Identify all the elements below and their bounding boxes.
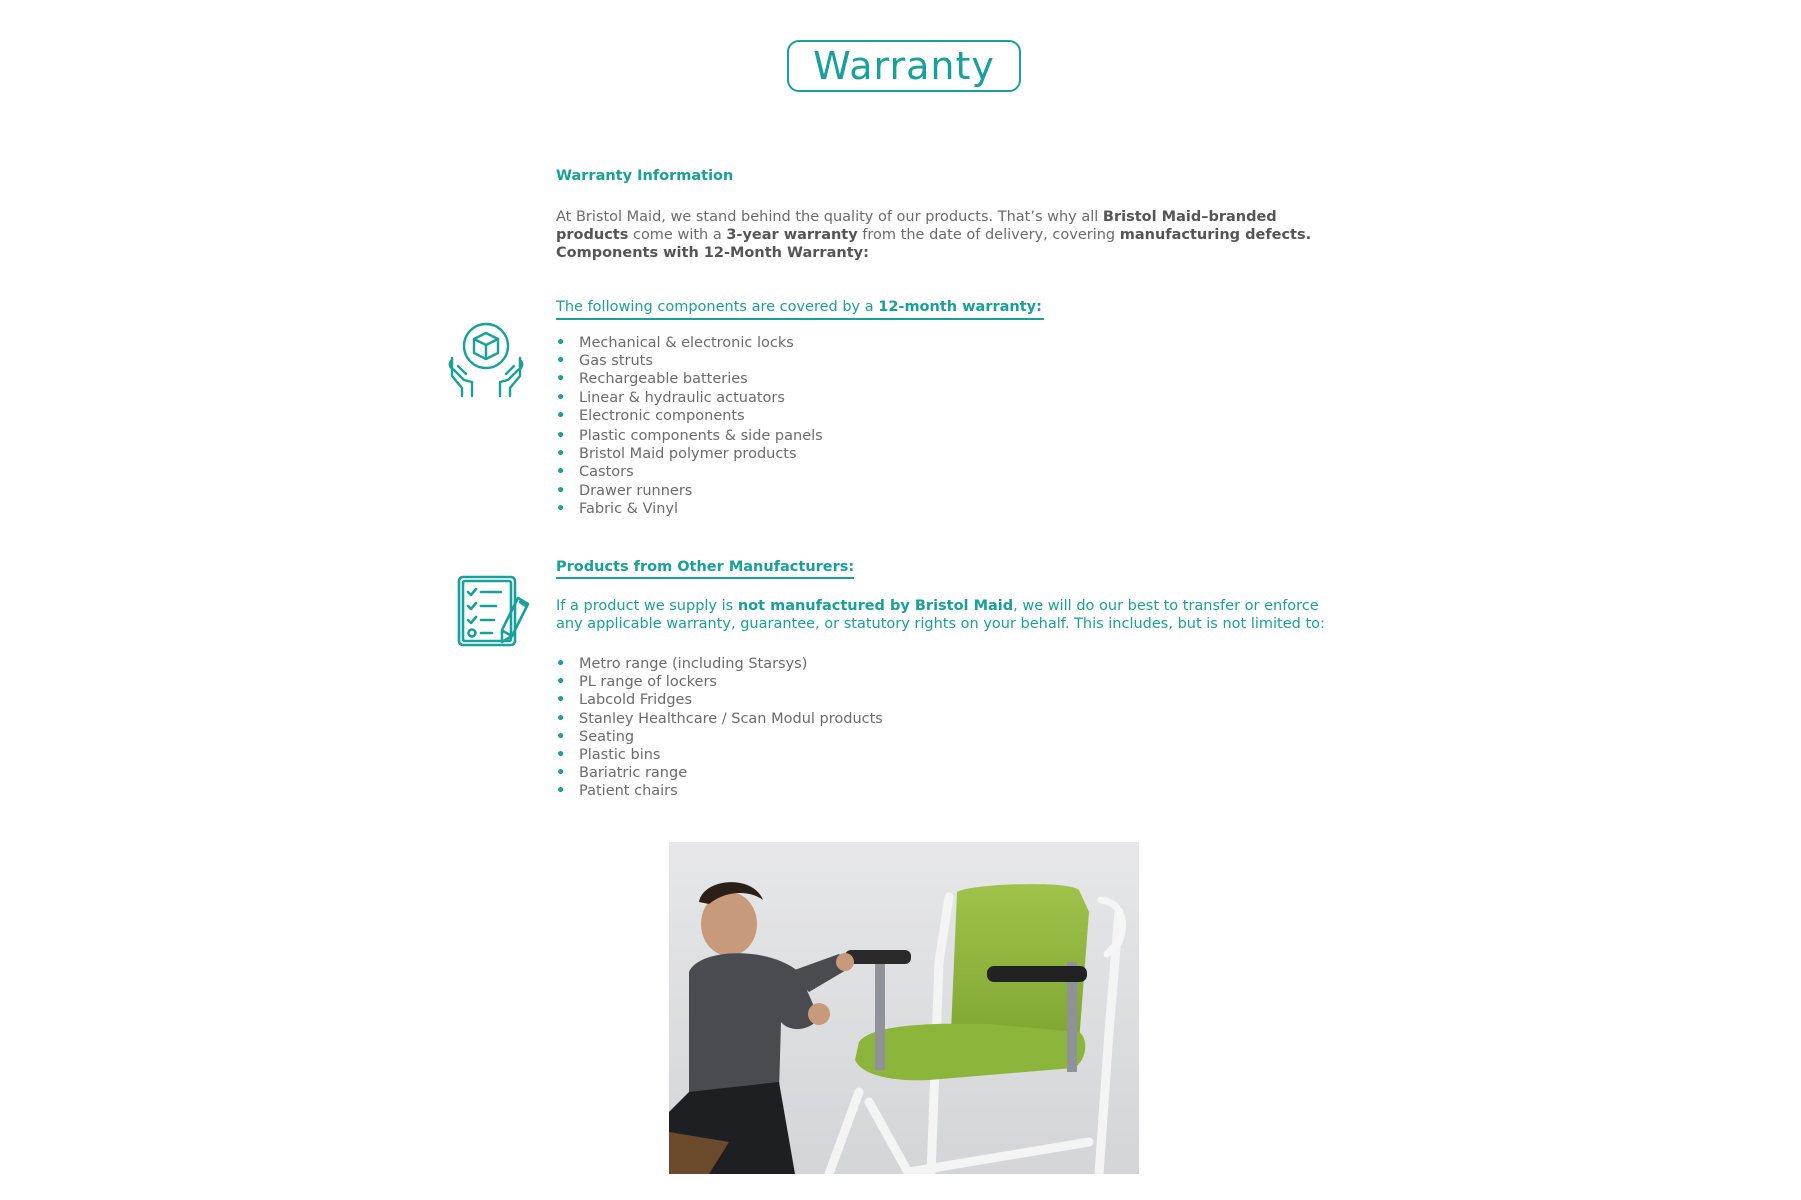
list-item: • Plastic bins (556, 746, 883, 764)
list-item: • Seating (556, 728, 883, 746)
list-item: • Plastic components & side panels (556, 427, 823, 445)
list-item: • Gas struts (556, 352, 823, 370)
other-manufacturers-paragraph: If a product we supply is not manufactured by Bristol Maid, we will do our best to transfer or enforce any applicable warranty, guarantee, or statutory rights on your behalf. This includes, but is not limited to: (556, 598, 1325, 632)
warranty-info-heading: Warranty Information (556, 168, 734, 184)
list-item: • Labcold Fridges (556, 691, 883, 709)
list-item: • Rechargeable batteries (556, 370, 823, 388)
components-intro: The following components are covered by a 12-month warranty: (556, 298, 1044, 320)
list-item: • Castors (556, 463, 823, 481)
list-item: • Drawer runners (556, 482, 823, 500)
hands-box-icon (446, 320, 526, 400)
list-item: • Bristol Maid polymer products (556, 445, 823, 463)
list-item: • Linear & hydraulic actuators (556, 389, 823, 407)
list-item: • Fabric & Vinyl (556, 500, 823, 518)
checklist-pen-icon (456, 574, 534, 650)
components-subheading: Components with 12-Month Warranty: (556, 245, 869, 261)
list-item: • Bariatric range (556, 764, 883, 782)
chair-illustration (669, 842, 1139, 1174)
other-manufacturers-list (556, 655, 883, 801)
page-title: Warranty (787, 40, 1021, 92)
list-item: • Patient chairs (556, 782, 883, 800)
list-item: • PL range of lockers (556, 673, 883, 691)
list-item: • Metro range (including Starsys) (556, 655, 883, 673)
warranty-intro-paragraph: At Bristol Maid, we stand behind the quality of our products. That’s why all Bristol Maid–branded products come with a 3-year warranty from the date of delivery, covering manufacturing defects. Components with 12-Month Warranty: (556, 209, 1312, 261)
list-item: • Stanley Healthcare / Scan Modul products (556, 710, 883, 728)
other-manufacturers-heading: Products from Other Manufacturers: (556, 558, 854, 576)
component-list (556, 334, 823, 518)
list-item: • Electronic components (556, 407, 823, 425)
technician-chair-photo (669, 842, 1139, 1174)
list-item: • Mechanical & electronic locks (556, 334, 823, 352)
